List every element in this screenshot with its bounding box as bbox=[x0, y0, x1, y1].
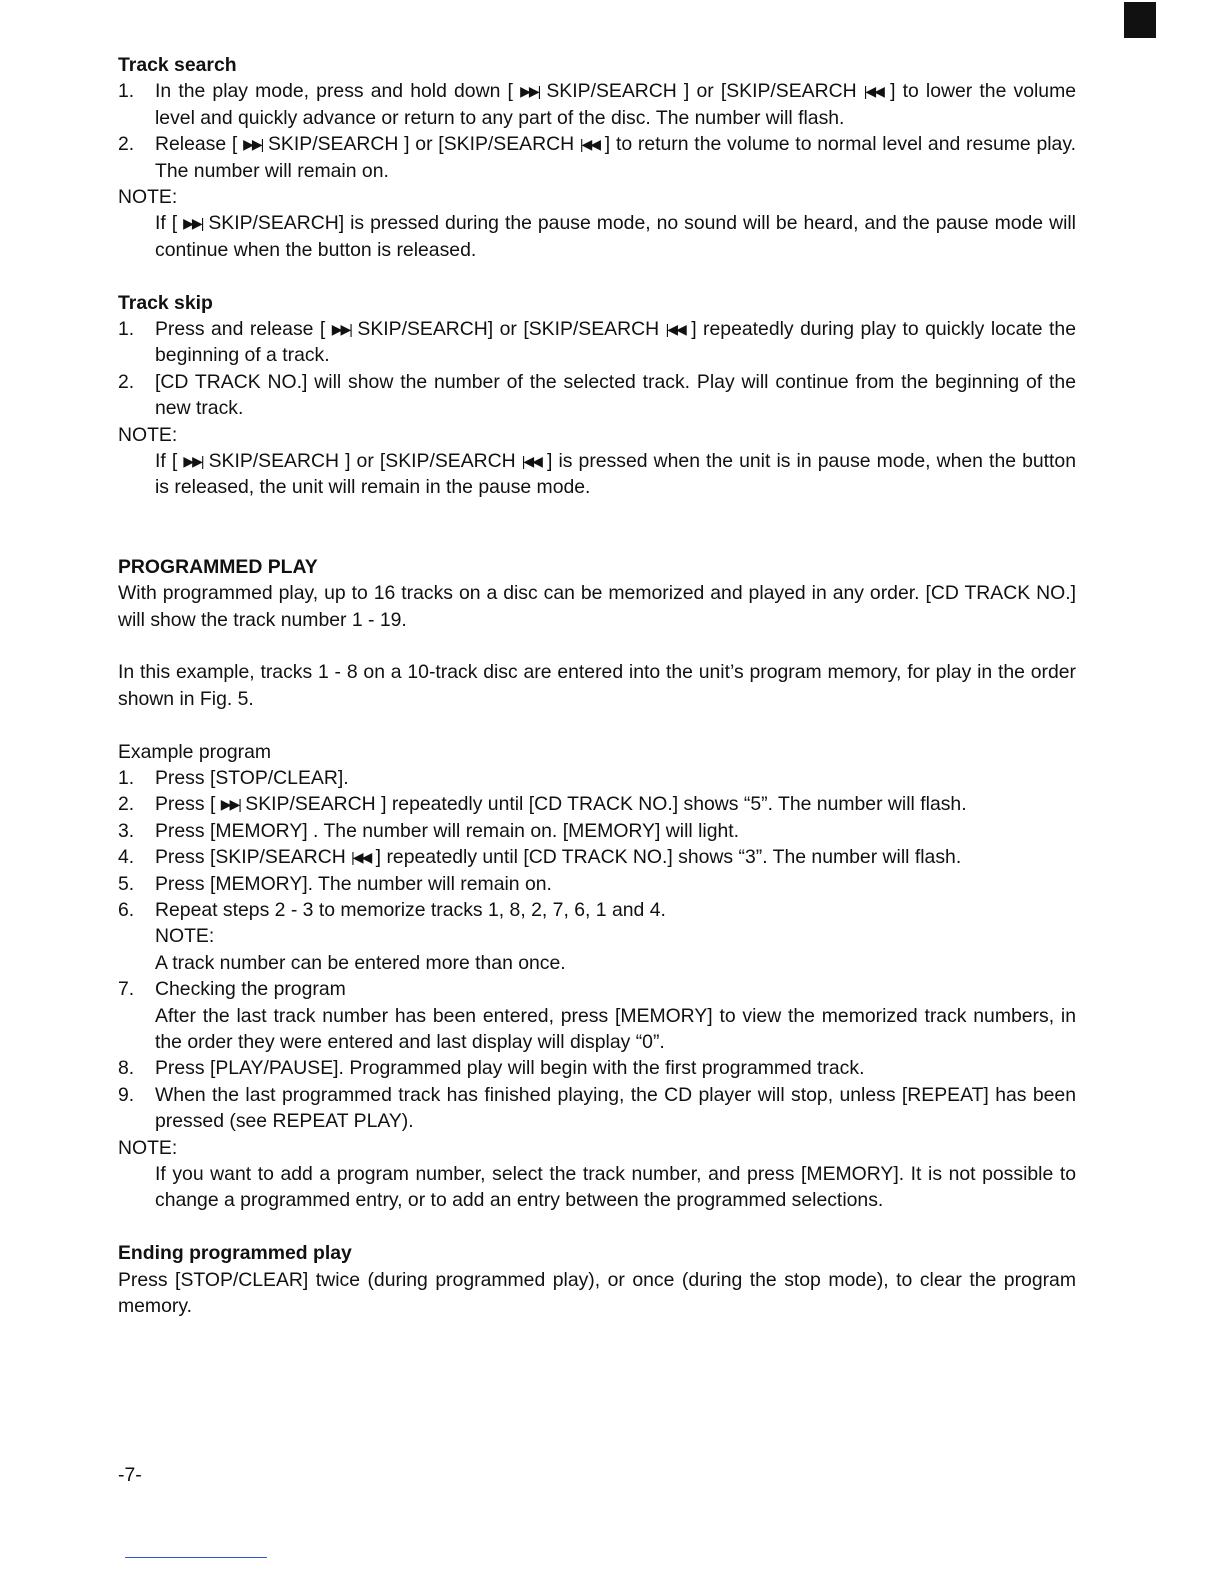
ending-heading: Ending programmed play bbox=[118, 1242, 352, 1265]
list-item bbox=[118, 1082, 1076, 1135]
step-text bbox=[155, 897, 1076, 976]
list-item bbox=[118, 871, 1076, 897]
track-search-heading: Track search bbox=[118, 54, 237, 76]
track-skip-section bbox=[118, 290, 1076, 501]
step-number: 6. bbox=[118, 898, 135, 921]
list-item bbox=[118, 844, 1076, 870]
note-label: NOTE: bbox=[155, 925, 215, 948]
step-number: 7. bbox=[118, 978, 135, 1001]
step-number: 1. bbox=[118, 80, 135, 103]
example-label: Example program bbox=[118, 740, 272, 763]
bottom-rule bbox=[125, 1557, 267, 1558]
skip-forward-icon: ▶▶| bbox=[220, 796, 240, 813]
list-item bbox=[118, 78, 1076, 131]
note-label: NOTE: bbox=[118, 186, 178, 209]
track-skip-heading: Track skip bbox=[118, 291, 213, 314]
skip-forward-icon: ▶▶| bbox=[183, 215, 203, 232]
page-tab-marker bbox=[1124, 2, 1156, 38]
step-main-text: Repeat steps 2 - 3 to memorize tracks 1, 8, 2, 7, 6, 1 and 4. bbox=[155, 898, 666, 921]
step-text: Press [PLAY/PAUSE]. Programmed play will begin with the first programmed track. bbox=[155, 1057, 865, 1080]
step-number: 2. bbox=[118, 370, 135, 393]
note-text: If you want to add a program number, select the track number, and press [MEMORY]. It is not possible to change a programmed entry, or to add an entry between the programmed selections. bbox=[155, 1163, 1076, 1212]
list-item bbox=[118, 765, 1076, 791]
step-number: 8. bbox=[118, 1057, 135, 1080]
step-text: [CD TRACK NO.] will show the number of the selected track. Play will continue from the beginning of the new track. bbox=[155, 370, 1076, 420]
step-number: 2. bbox=[118, 793, 135, 816]
track-search-section bbox=[118, 52, 1076, 263]
step-number: 9. bbox=[118, 1083, 135, 1106]
programmed-play-intro: With programmed play, up to 16 tracks on a disc can be memorized and played in any order. [CD TRACK NO.] will show the track number 1 - 19. bbox=[118, 582, 1076, 631]
skip-forward-icon: ▶▶| bbox=[520, 83, 540, 100]
programmed-play-section bbox=[118, 554, 1076, 1214]
programmed-play-heading: PROGRAMMED PLAY bbox=[118, 555, 318, 578]
step-number: 1. bbox=[118, 766, 135, 789]
step-text: Press [ ▶▶| SKIP/SEARCH ] repeatedly until [CD TRACK NO.] shows “5”. The number will flash. bbox=[155, 791, 1076, 817]
step-main-text: After the last track number has been entered, press [MEMORY] to view the memorized track numbers, in the order they were entered and last display will display “0”. bbox=[155, 1004, 1076, 1053]
note-label: NOTE: bbox=[118, 1136, 178, 1159]
step-text: Press [MEMORY] . The number will remain on. [MEMORY] will light. bbox=[155, 819, 740, 842]
skip-back-icon: |◀◀ bbox=[665, 321, 685, 338]
step-text bbox=[155, 976, 1076, 1055]
list-item bbox=[118, 316, 1076, 369]
step-number: 3. bbox=[118, 819, 135, 842]
note-text: If [ ▶▶| SKIP/SEARCH] is pressed during the pause mode, no sound will be heard, and the pause mode will continue when the button is released. bbox=[155, 212, 1076, 261]
list-item bbox=[118, 369, 1076, 422]
list-item bbox=[118, 897, 1076, 976]
step-text: Release [ ▶▶| SKIP/SEARCH ] or [SKIP/SEARCH |◀◀ ] to return the volume to normal level and resume play. The number will remain on. bbox=[155, 133, 1076, 182]
ending-section bbox=[118, 1240, 1076, 1319]
step-text: When the last programmed track has finished playing, the CD player will stop, unless [REPEAT] has been pressed (see REPEAT PLAY). bbox=[155, 1083, 1076, 1133]
note-label: NOTE: bbox=[118, 423, 178, 446]
list-item bbox=[118, 791, 1076, 817]
step-number: 1. bbox=[118, 318, 135, 341]
skip-back-icon: |◀◀ bbox=[579, 136, 600, 153]
track-skip-steps bbox=[118, 316, 1076, 422]
list-item bbox=[118, 1055, 1076, 1081]
step-text: Press [SKIP/SEARCH |◀◀ ] repeatedly until [CD TRACK NO.] shows “3”. The number will flash. bbox=[155, 844, 1076, 870]
skip-back-icon: |◀◀ bbox=[351, 849, 371, 866]
ending-text: Press [STOP/CLEAR] twice (during programmed play), or once (during the stop mode), to clear the program memory. bbox=[118, 1268, 1076, 1318]
step-text: In the play mode, press and hold down [ ▶▶| SKIP/SEARCH ] or [SKIP/SEARCH |◀◀ ] to lower the volume level and quickly advance or return to any part of the disc. The number will flash. bbox=[155, 80, 1077, 129]
example-program-steps bbox=[118, 765, 1076, 1135]
track-search-steps bbox=[118, 78, 1076, 184]
skip-forward-icon: ▶▶| bbox=[183, 453, 203, 470]
step-text: Press and release [ ▶▶| SKIP/SEARCH] or [SKIP/SEARCH |◀◀ ] repeatedly during play to quickly locate the beginning of a track. bbox=[155, 318, 1077, 367]
step-title: Checking the program bbox=[155, 978, 346, 1001]
page-number: -7- bbox=[118, 1464, 142, 1486]
skip-forward-icon: ▶▶| bbox=[331, 321, 351, 338]
step-number: 4. bbox=[118, 846, 135, 869]
skip-back-icon: |◀◀ bbox=[863, 83, 883, 100]
note-text: A track number can be entered more than once. bbox=[155, 951, 566, 974]
step-number: 2. bbox=[118, 133, 135, 156]
step-text: Press [MEMORY]. The number will remain on. bbox=[155, 872, 552, 895]
manual-page bbox=[118, 52, 1076, 1319]
list-item bbox=[118, 818, 1076, 844]
example-description: In this example, tracks 1 - 8 on a 10-track disc are entered into the unit’s program memory, for play in the order shown in Fig. 5. bbox=[118, 661, 1076, 710]
list-item bbox=[118, 976, 1076, 1055]
step-text: Press [STOP/CLEAR]. bbox=[155, 766, 349, 789]
note-text: If [ ▶▶| SKIP/SEARCH ] or [SKIP/SEARCH |◀◀ ] is pressed when the unit is in pause mode, when the button is released, the unit will remain in the pause mode. bbox=[155, 450, 1077, 499]
skip-back-icon: |◀◀ bbox=[521, 453, 541, 470]
list-item bbox=[118, 131, 1076, 184]
step-number: 5. bbox=[118, 872, 135, 895]
skip-forward-icon: ▶▶| bbox=[243, 136, 263, 153]
